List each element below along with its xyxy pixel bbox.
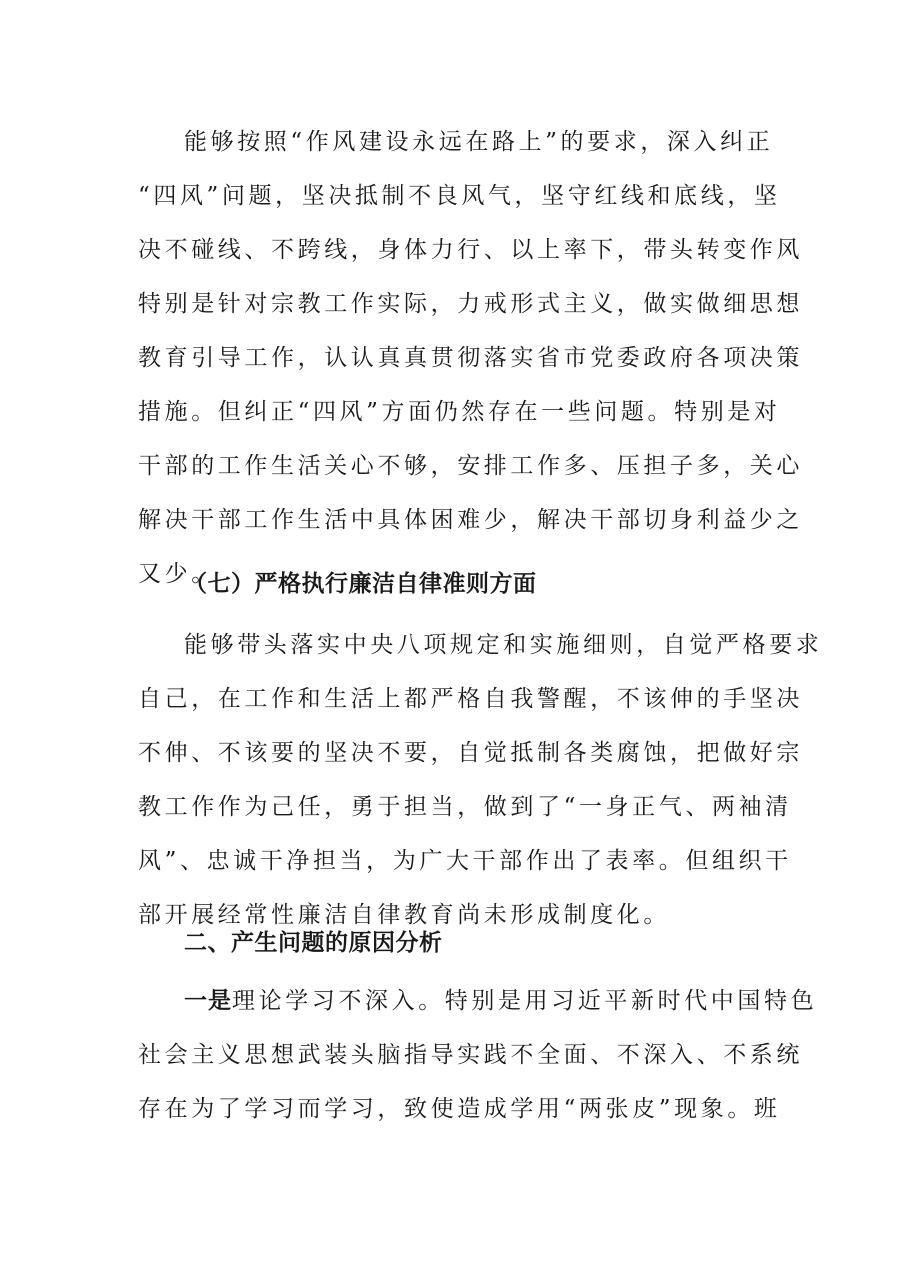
text-line: 决不碰线、不跨线，身体力行、以上率下，带头转变作风 [138, 237, 803, 263]
text-line: 解决干部工作生活中具体困难少，解决干部切身利益少之 [138, 507, 803, 533]
text-line: 干部的工作生活关心不够，安排工作多、压担子多，关心 [138, 453, 803, 479]
paragraph-style-rectification [138, 115, 803, 601]
text-line: 能够带头落实中央八项规定和实施细则，自觉严格要求 [184, 632, 823, 658]
text-line: 能够按照“作风建设永远在路上”的要求，深入纠正 [184, 129, 774, 155]
text-line: 不伸、不该要的坚决不要，自觉抵制各类腐蚀，把做好宗 [138, 740, 803, 766]
section-heading-integrity: （七）严格执行廉洁自律准则方面 [184, 571, 537, 597]
text-line: 存在为了学习而学习，致使造成学用“两张皮”现象。班 [138, 1096, 781, 1122]
text-line: 特别是针对宗教工作实际，力戒形式主义，做实做细思想 [138, 291, 803, 317]
text-line [138, 974, 818, 1028]
text-line: 自己，在工作和生活上都严格自我警醒，不该伸的手坚决 [138, 686, 803, 712]
lead-label: 一是 [184, 988, 232, 1014]
paragraph-cause-one [138, 974, 818, 1136]
text-line-rest: 理论学习不深入。特别是用习近平新时代中国特色 [232, 988, 818, 1014]
text-line: 又少。 [138, 561, 218, 587]
text-line: 措施。但纠正“四风”方面仍然存在一些问题。特别是对 [138, 399, 781, 425]
paragraph-integrity [138, 618, 823, 942]
text-line: 教育引导工作，认认真真贯彻落实省市党委政府各项决策 [138, 345, 803, 371]
text-line: “四风”问题，坚决抵制不良风气，坚守红线和底线，坚 [138, 183, 781, 209]
text-line: 风”、忠诚干净担当，为广大干部作出了表率。但组织干 [138, 848, 792, 874]
text-line: 部开展经常性廉洁自律教育尚未形成制度化。 [138, 902, 670, 928]
section-heading-cause-analysis: 二、产生问题的原因分析 [184, 930, 443, 956]
text-line: 教工作作为己任，勇于担当，做到了“一身正气、两袖清 [138, 794, 792, 820]
text-line: 社会主义思想武装头脑指导实践不全面、不深入、不系统 [138, 1042, 803, 1068]
